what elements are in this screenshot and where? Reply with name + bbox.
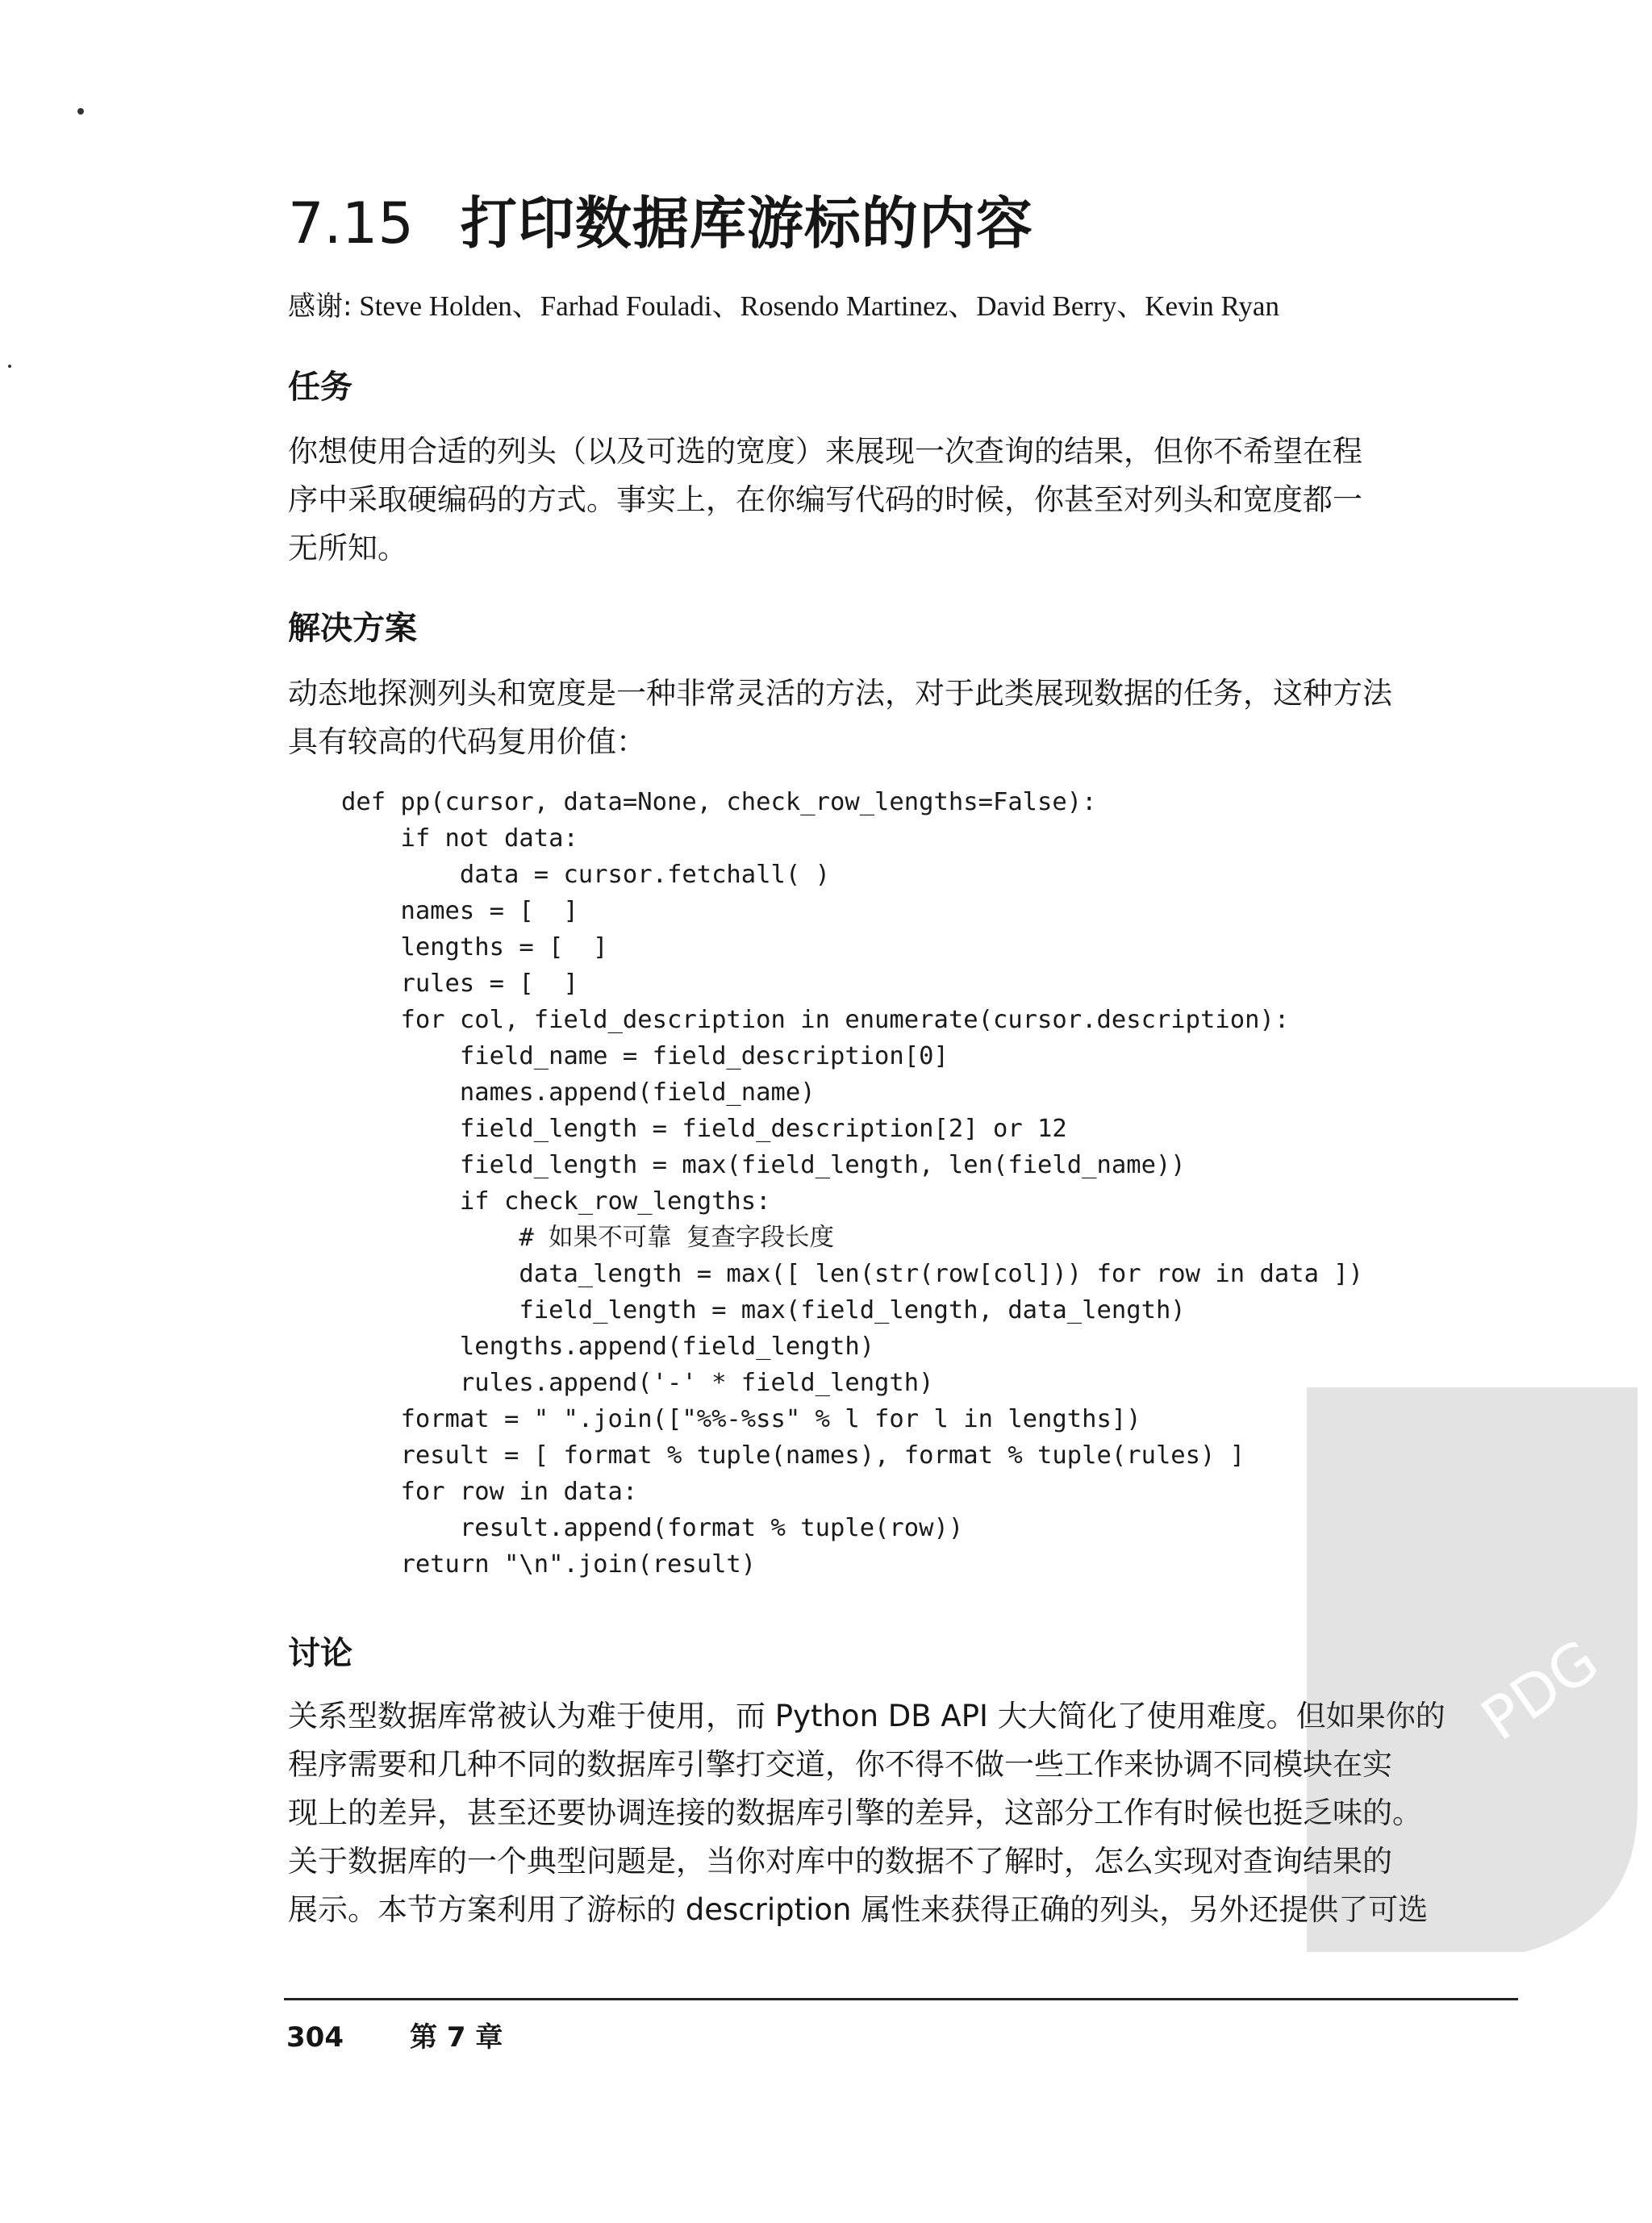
credits-names: Steve Holden、Farhad Fouladi、Rosendo Martinez、David Berry、Kevin Ryan [359, 290, 1279, 322]
solution-line: 具有较高的代码复用价值： [288, 724, 646, 759]
solution-paragraph [288, 669, 1521, 766]
credits-label: 感谢: [288, 290, 353, 323]
code-line: field_length = max(field_length, data_length) [341, 1296, 1186, 1324]
section-number: 7.15 [288, 190, 414, 256]
code-line: lengths = [ ] [341, 933, 608, 961]
task-line: 你想使用合适的列头（以及可选的宽度）来展现一次查询的结果，但你不希望在程 [288, 434, 1362, 469]
solution-line: 动态地探测列头和宽度是一种非常灵活的方法，对于此类展现数据的任务，这种方法 [288, 676, 1392, 711]
code-line: format = " ".join(["%%-%ss" % l for l in lengths]) [341, 1405, 1141, 1433]
footer-rule [284, 1998, 1518, 2000]
code-line: names = [ ] [341, 897, 578, 925]
code-line: def pp(cursor, data=None, check_row_lengths=False): [341, 788, 1097, 816]
code-comment-line: # 如果不可靠 复查字段长度 [341, 1224, 834, 1252]
scan-speck [8, 365, 11, 368]
code-line: if check_row_lengths: [341, 1187, 771, 1216]
code-line: result.append(format % tuple(row)) [341, 1514, 964, 1542]
code-line: rules = [ ] [341, 970, 578, 998]
code-line: field_length = max(field_length, len(field_name)) [341, 1151, 1186, 1179]
discussion-line: 关系型数据库常被认为难于使用，而 Python DB API 大大简化了使用难度。但如果你的 [288, 1699, 1446, 1733]
code-line: rules.append('-' * field_length) [341, 1369, 934, 1397]
code-line: field_length = field_description[2] or 12 [341, 1115, 1067, 1143]
task-line: 序中采取硬编码的方式。事实上，在你编写代码的时候，你甚至对列头和宽度都一 [288, 482, 1362, 517]
discussion-line: 程序需要和几种不同的数据库引擎打交道，你不得不做一些工作来协调不同模块在实 [288, 1747, 1392, 1782]
code-line: result = [ format % tuple(names), format % tuple(rules) ] [341, 1441, 1245, 1470]
task-heading: 任务 [288, 369, 353, 406]
discussion-line: 关于数据库的一个典型问题是，当你对库中的数据不了解时，怎么实现对查询结果的 [288, 1844, 1392, 1879]
discussion-heading: 讨论 [288, 1635, 353, 1672]
task-line: 无所知。 [288, 531, 407, 565]
section-title-text: 打印数据库游标的内容 [460, 190, 1033, 256]
discussion-line: 展示。本节方案利用了游标的 description 属性来获得正确的列头，另外还提供了可选 [288, 1892, 1429, 1927]
code-line: return "\n".join(result) [341, 1550, 757, 1579]
scan-speck [77, 108, 84, 115]
code-line: for col, field_description in enumerate(cursor.description): [341, 1006, 1290, 1034]
code-line: names.append(field_name) [341, 1078, 816, 1107]
page-number: 304 [286, 2021, 344, 2054]
task-paragraph [288, 428, 1521, 573]
library-watermark-seal [1258, 1355, 1652, 1968]
code-line: data = cursor.fetchall( ) [341, 861, 830, 889]
watermark-text: PDG [1469, 1626, 1611, 1754]
credits-line [288, 286, 1279, 327]
section-title [288, 187, 1033, 260]
code-line: lengths.append(field_length) [341, 1333, 875, 1361]
code-line: for row in data: [341, 1478, 638, 1506]
solution-heading: 解决方案 [288, 610, 417, 647]
code-line: field_name = field_description[0] [341, 1042, 949, 1070]
code-line: if not data: [341, 824, 578, 853]
code-listing [341, 784, 1363, 1583]
discussion-line: 现上的差异，甚至还要协调连接的数据库引擎的差异，这部分工作有时候也挺乏味的。 [288, 1796, 1422, 1830]
code-line: data_length = max([ len(str(row[col])) for row in data ]) [341, 1260, 1364, 1288]
chapter-label: 第 7 章 [410, 2021, 503, 2054]
